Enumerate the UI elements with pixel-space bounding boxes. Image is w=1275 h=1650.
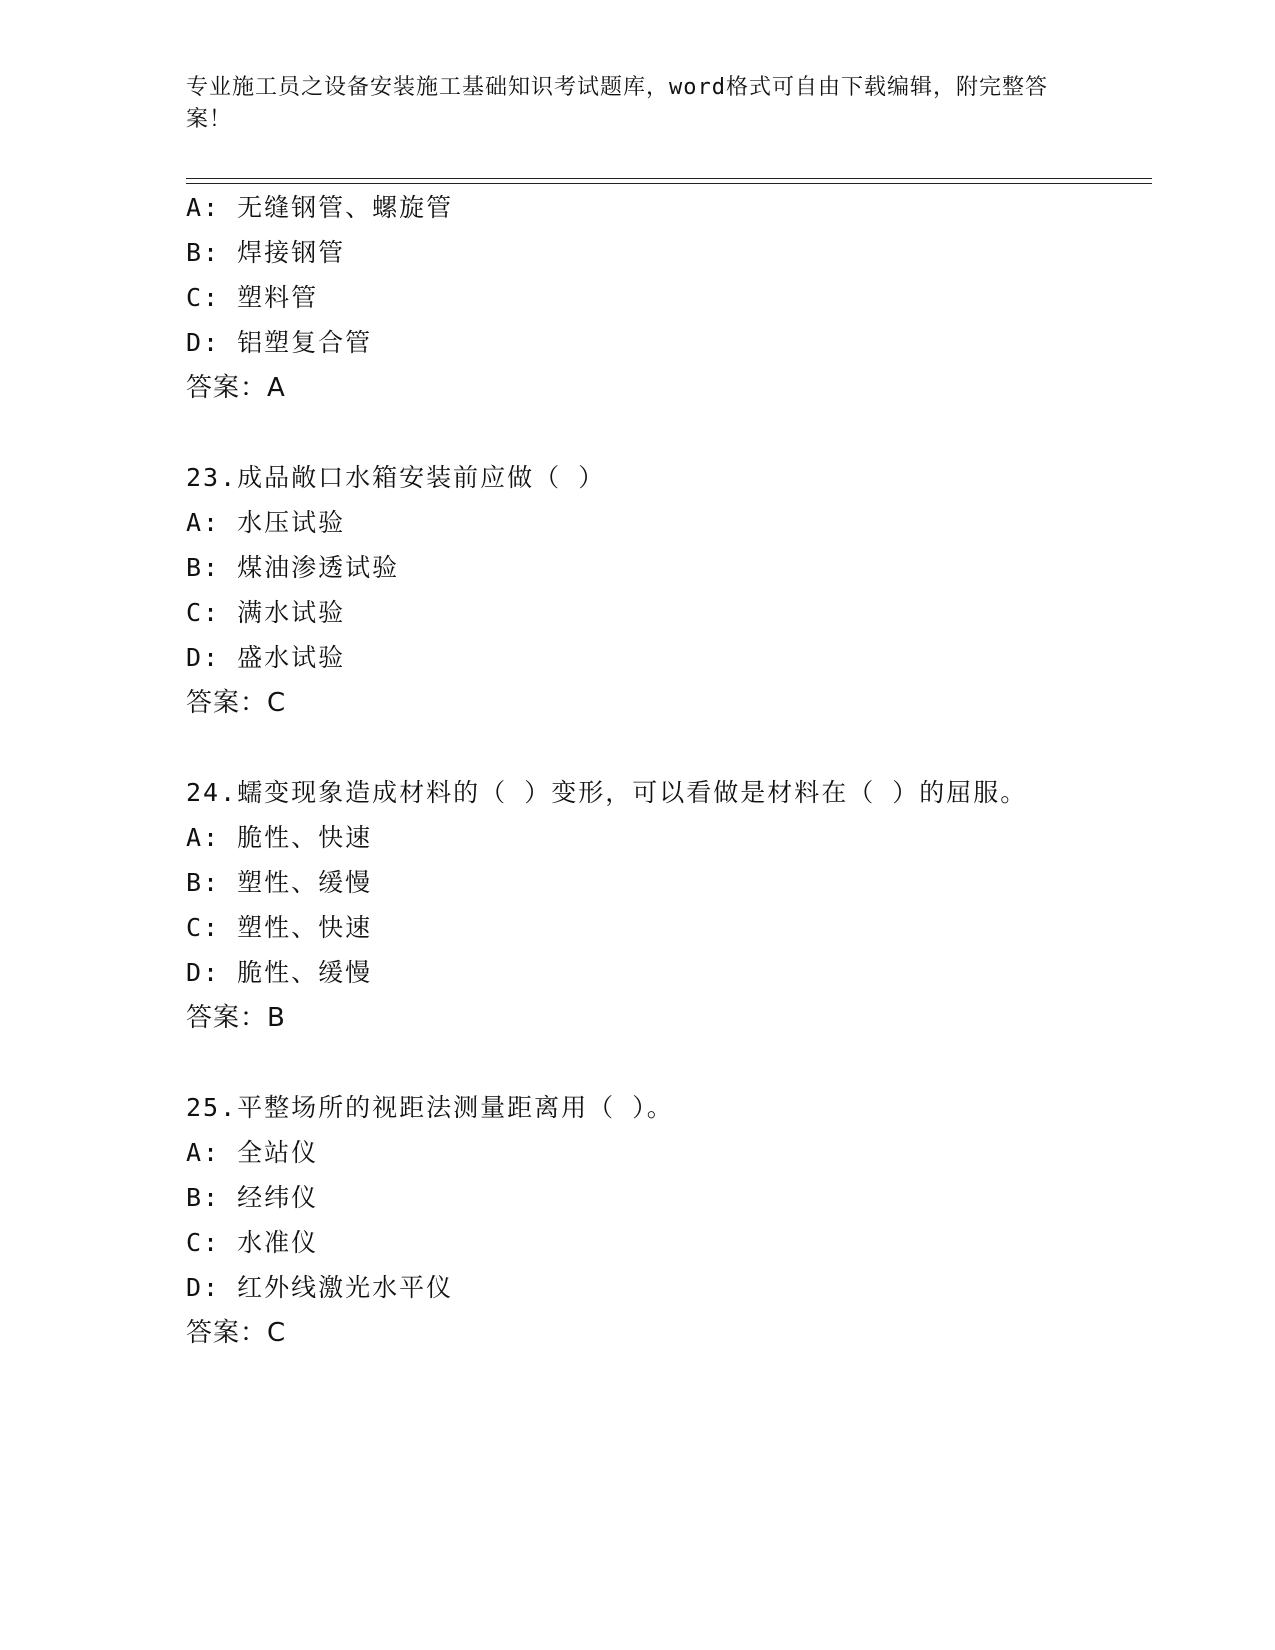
- q23-option-a: A: 水压试验: [186, 508, 346, 537]
- q22-option-b: B: 焊接钢管: [186, 238, 346, 267]
- q25-option-a: A: 全站仪: [186, 1138, 319, 1167]
- q22-option-c: C: 塑料管: [186, 283, 319, 312]
- q23-option-d: D: 盛水试验: [186, 643, 346, 672]
- q23-option-c: C: 满水试验: [186, 598, 346, 627]
- q23-option-b: B: 煤油渗透试验: [186, 553, 400, 582]
- q22-answer: 答案：A: [186, 373, 286, 403]
- q24-option-c: C: 塑性、快速: [186, 913, 373, 942]
- q24-option-a: A: 脆性、快速: [186, 823, 373, 852]
- q24-question: 24.蠕变现象造成材料的（ ）变形，可以看做是材料在（ ）的屈服。: [186, 778, 1028, 807]
- header-rule-top: [186, 178, 1152, 179]
- q24-answer: 答案：B: [186, 1003, 286, 1033]
- q25-option-d: D: 红外线激光水平仪: [186, 1273, 454, 1302]
- q25-option-c: C: 水准仪: [186, 1228, 319, 1257]
- q22-option-a: A: 无缝钢管、螺旋管: [186, 193, 454, 222]
- document-header: 专业施工员之设备安装施工基础知识考试题库，word格式可自由下载编辑，附完整答案！: [186, 75, 1048, 132]
- q25-question: 25.平整场所的视距法测量距离用（ ）。: [186, 1093, 674, 1122]
- q24-option-d: D: 脆性、缓慢: [186, 958, 373, 987]
- header-rule-bottom: [186, 183, 1152, 184]
- q22-option-d: D: 铝塑复合管: [186, 328, 373, 357]
- q25-option-b: B: 经纬仪: [186, 1183, 319, 1212]
- q23-answer: 答案：C: [186, 688, 287, 718]
- q23-question: 23.成品敞口水箱安装前应做（ ）: [186, 463, 606, 492]
- q25-answer: 答案：C: [186, 1318, 287, 1348]
- q24-option-b: B: 塑性、缓慢: [186, 868, 373, 897]
